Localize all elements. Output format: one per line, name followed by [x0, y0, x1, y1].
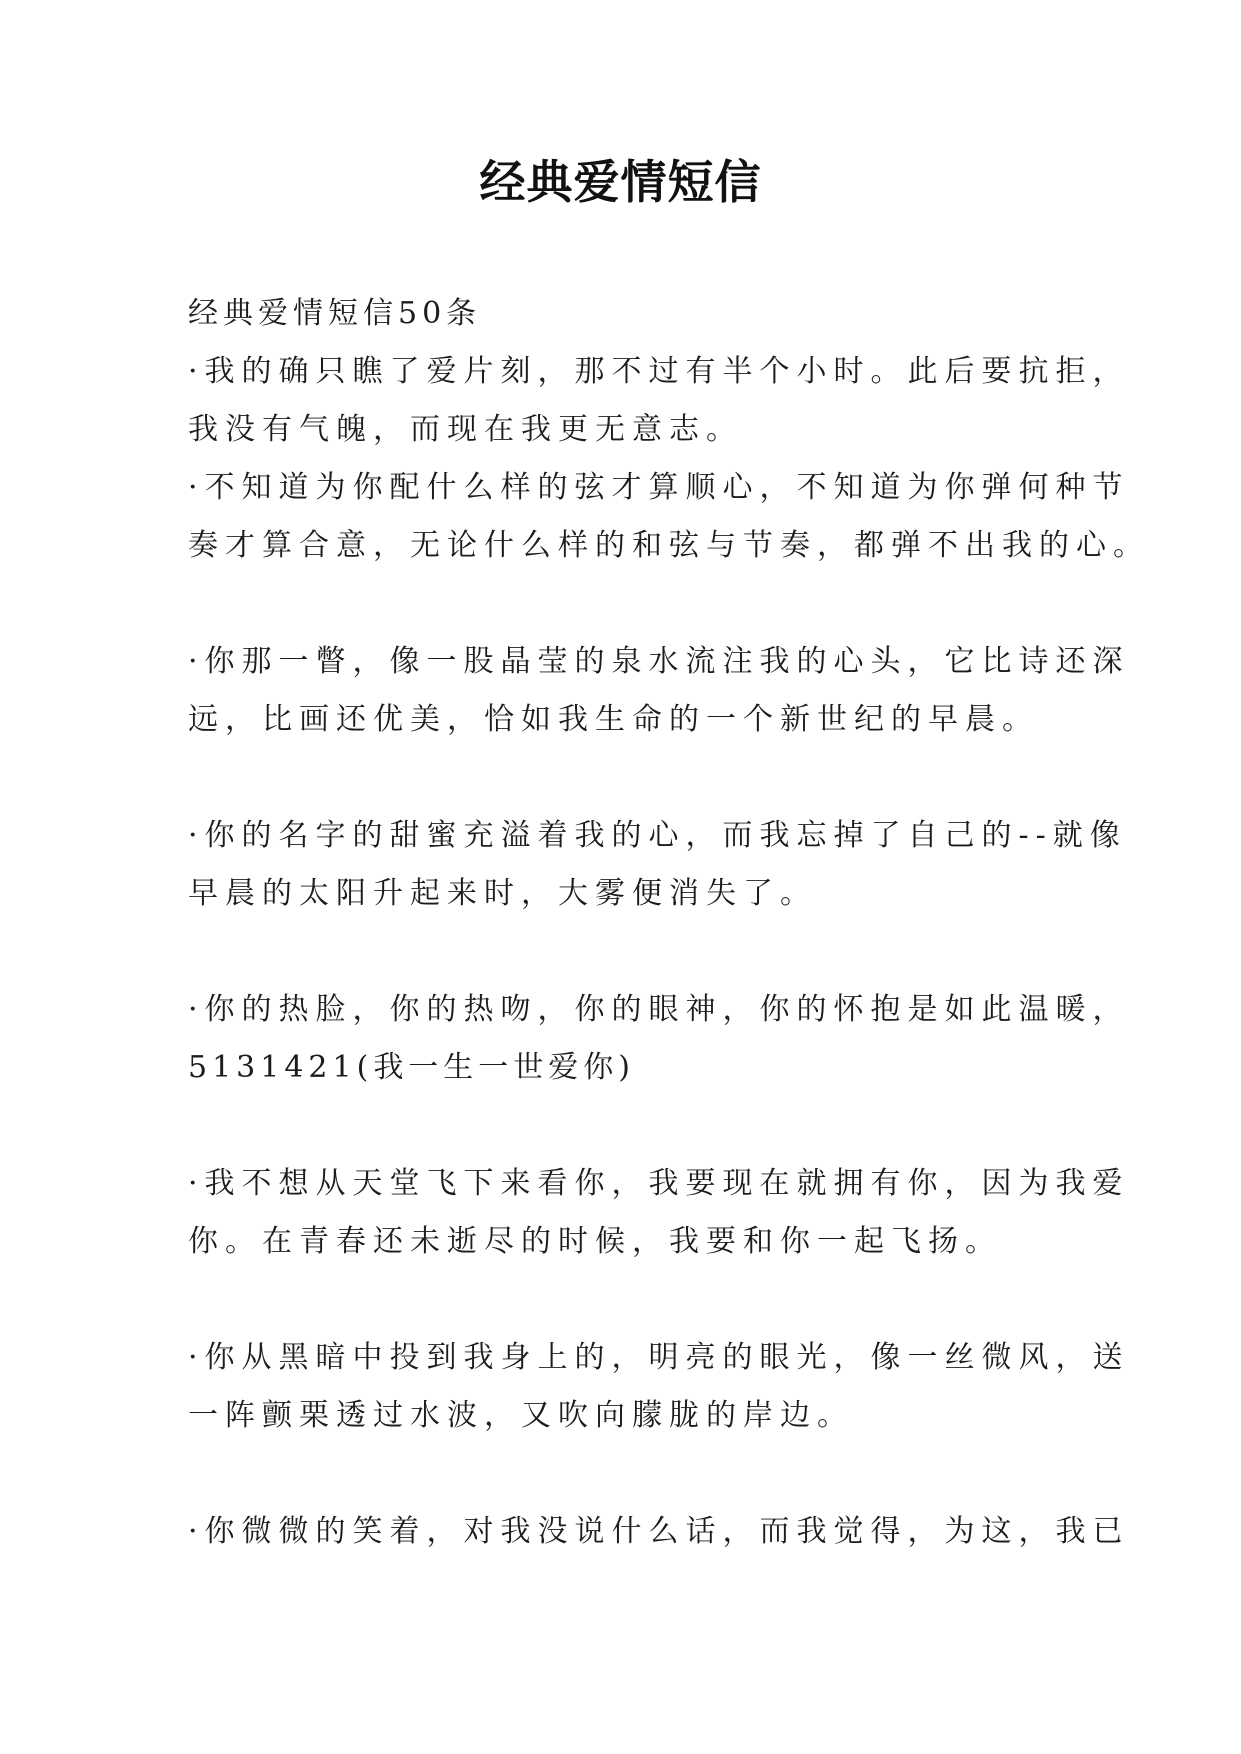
body-line: 我没有气魄，而现在我更无意志。 — [188, 412, 743, 447]
body-line: 你。在青春还未逝尽的时候，我要和你一起飞扬。 — [188, 1224, 1002, 1259]
body-line: ·我不想从天堂飞下来看你，我要现在就拥有你，因为我爱 — [188, 1166, 1130, 1201]
body-line: ·你的名字的甜蜜充溢着我的心，而我忘掉了自己的--就像 — [188, 818, 1127, 853]
body-line: 一阵颤栗透过水波，又吹向朦胧的岸边。 — [188, 1398, 854, 1433]
body-line: ·你那一瞥，像一股晶莹的泉水流注我的心头，它比诗还深 — [188, 644, 1130, 679]
body-line: ·你的热脸，你的热吻，你的眼神，你的怀抱是如此温暖， — [188, 992, 1130, 1027]
body-line: 远，比画还优美，恰如我生命的一个新世纪的早晨。 — [188, 702, 1039, 737]
body-line: 奏才算合意，无论什么样的和弦与节奏，都弹不出我的心。 — [188, 528, 1150, 563]
document-subtitle: 经典爱情短信50条 — [188, 296, 482, 331]
body-line: 5131421(我一生一世爱你) — [188, 1050, 636, 1085]
body-line: 早晨的太阳升起来时，大雾便消失了。 — [188, 876, 817, 911]
body-line: ·我的确只瞧了爱片刻，那不过有半个小时。此后要抗拒， — [188, 354, 1130, 389]
body-line: ·你微微的笑着，对我没说什么话，而我觉得，为这，我已 — [188, 1514, 1130, 1549]
body-line: ·不知道为你配什么样的弦才算顺心，不知道为你弹何种节 — [188, 470, 1130, 505]
body-line: ·你从黑暗中投到我身上的，明亮的眼光，像一丝微风，送 — [188, 1340, 1130, 1375]
document-title: 经典爱情短信 — [479, 155, 762, 209]
